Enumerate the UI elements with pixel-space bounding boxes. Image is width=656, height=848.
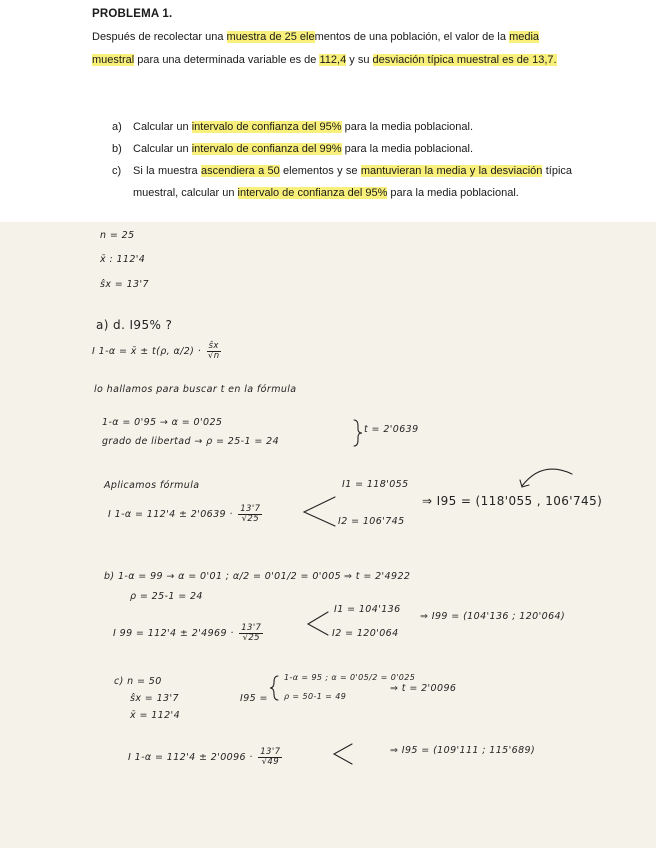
question-text-part: elementos y se xyxy=(279,165,361,177)
brace-t xyxy=(354,420,362,446)
part-b-result: ⇒ I99 = (104'136 ; 120'064) xyxy=(420,611,566,622)
note-alpha: 1-α = 0'95 → α = 0'025 xyxy=(102,417,223,428)
formula-den: √n xyxy=(207,351,220,361)
question-text xyxy=(133,116,572,138)
question-text-part: para la media poblacional. xyxy=(341,143,474,155)
part-c-num: 13'7 xyxy=(260,747,281,757)
highlighted-text: intervalo de confianza del 95% xyxy=(191,121,342,133)
question-text xyxy=(133,160,572,204)
part-c-den: √49 xyxy=(261,757,280,767)
statement-text: para una determinada variable es de xyxy=(134,53,320,66)
part-b-den: √25 xyxy=(242,633,260,643)
highlighted-text: muestra de 25 ele xyxy=(226,31,315,43)
part-b-df: ρ = 25-1 = 24 xyxy=(130,591,203,602)
formula-left: I 1-α = x̄ ± t(ρ, α/2) · xyxy=(92,346,202,357)
note-n: n = 25 xyxy=(100,230,135,241)
part-b-formula xyxy=(113,624,265,643)
part-a-fraction xyxy=(238,505,262,524)
highlighted-text: mantuvieran la media y la desviación xyxy=(360,165,543,177)
part-b-left: I 99 = 112'4 ± 2'4969 · xyxy=(113,628,234,639)
part-b-fraction xyxy=(239,624,263,643)
angle-b xyxy=(308,612,328,635)
angle-c xyxy=(334,744,352,764)
statement-text: Después de recolectar una xyxy=(92,31,227,43)
part-a-heading: a) d. I95% ? xyxy=(96,318,173,332)
highlighted-text: media muestral xyxy=(92,31,540,66)
formula-fraction xyxy=(207,342,221,361)
problem-title: PROBLEMA 1. xyxy=(92,8,173,20)
note-find-t: lo hallamos para buscar t en la fórmula xyxy=(94,384,297,395)
part-b-i2: I2 = 120'064 xyxy=(332,628,399,639)
part-b-line1: b) 1-α = 99 → α = 0'01 ; α/2 = 0'01/2 = 0'005 xyxy=(104,571,342,582)
part-c-left: I 1-α = 112'4 ± 2'0096 · xyxy=(128,752,253,763)
part-c-sys1: 1-α = 95 ; α = 0'05/2 = 0'025 xyxy=(284,673,416,682)
question-text xyxy=(133,138,572,160)
question-text-part: para la media poblacional. xyxy=(387,187,519,199)
highlighted-text: intervalo de confianza del 95% xyxy=(237,187,388,199)
part-c-sd: ŝx = 13'7 xyxy=(130,693,179,704)
part-a-left: I 1-α = 112'4 ± 2'0639 · xyxy=(108,509,233,520)
part-c-formula xyxy=(128,748,284,767)
part-b-i1: I1 = 104'136 xyxy=(334,604,401,615)
part-a-num: 13'7 xyxy=(240,504,261,514)
part-a-i1: I1 = 118'055 xyxy=(342,479,409,490)
highlighted-text: desviación típica muestral es de 13,7. xyxy=(372,53,557,66)
formula-num: ŝx xyxy=(208,341,219,351)
part-a-formula xyxy=(108,505,264,524)
note-df: grado de libertad → ρ = 25-1 = 24 xyxy=(102,436,280,447)
angle-a xyxy=(304,497,335,526)
question-b xyxy=(112,138,572,160)
problem-questions xyxy=(112,116,572,204)
curved-arrow-a xyxy=(522,469,572,486)
note-sd: ŝx = 13'7 xyxy=(100,279,149,290)
question-a xyxy=(112,116,572,138)
highlighted-text: intervalo de confianza del 99% xyxy=(191,143,342,155)
curved-arrow-a-head xyxy=(520,480,529,487)
question-text-part: Si la muestra xyxy=(133,165,201,177)
part-c-n: c) n = 50 xyxy=(114,676,162,687)
statement-text: mentos de una población, el valor de la xyxy=(314,31,510,43)
question-text-part: Calcular un xyxy=(133,143,192,155)
part-c-i95: I95 = xyxy=(240,693,268,704)
part-b-t: ⇒ t = 2'4922 xyxy=(344,571,411,582)
question-label: c) xyxy=(112,165,122,177)
part-c-fraction xyxy=(258,748,282,767)
question-label: a) xyxy=(112,121,122,133)
note-mean: x̄ : 112'4 xyxy=(100,254,146,265)
question-text-part: Calcular un xyxy=(133,121,192,133)
part-c-mean: x̄ = 112'4 xyxy=(130,710,181,721)
printed-problem-area xyxy=(0,0,656,222)
highlighted-text: ascendiera a 50 xyxy=(200,165,280,177)
question-label: b) xyxy=(112,143,122,155)
formula-general xyxy=(92,342,223,361)
note-t-value: t = 2'0639 xyxy=(364,424,419,435)
part-c-result: ⇒ I95 = (109'111 ; 115'689) xyxy=(390,745,536,756)
question-text-part: típica muestral, calcular un xyxy=(133,165,573,199)
part-c-t: ⇒ t = 2'0096 xyxy=(390,683,457,694)
statement-text: y su xyxy=(346,53,373,66)
problem-statement xyxy=(92,26,572,71)
part-a-den: √25 xyxy=(241,514,260,524)
brace-c xyxy=(270,676,278,700)
part-b-num: 13'7 xyxy=(241,623,262,633)
note-apply: Aplicamos fórmula xyxy=(104,480,200,491)
part-c-sys2: ρ = 50-1 = 49 xyxy=(284,692,347,701)
question-c xyxy=(112,160,572,204)
part-a-i2: I2 = 106'745 xyxy=(338,516,405,527)
question-text-part: para la media poblacional. xyxy=(341,121,474,133)
part-a-result: ⇒ I95 = (118'055 , 106'745) xyxy=(422,494,603,508)
highlighted-text: 112,4 xyxy=(319,53,347,66)
